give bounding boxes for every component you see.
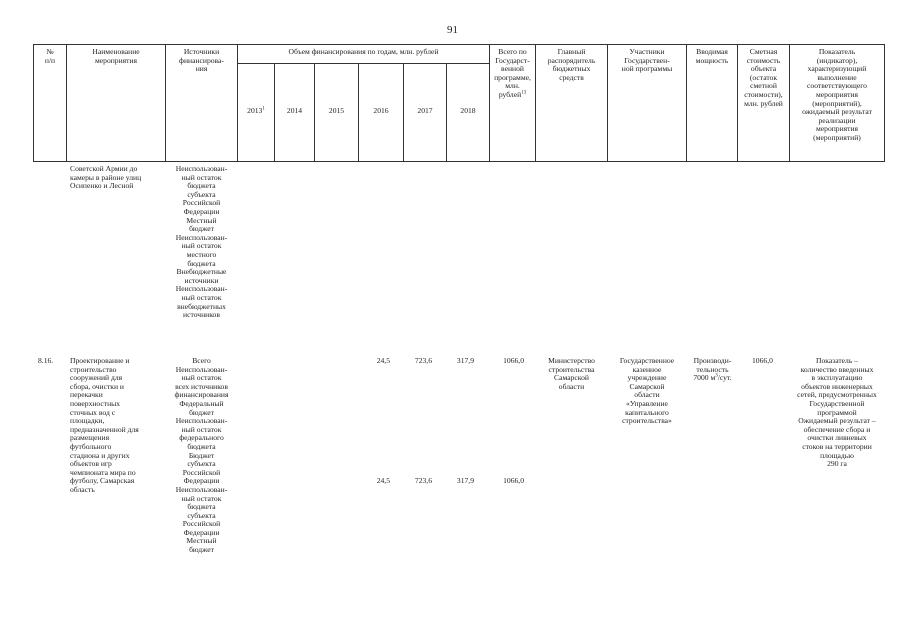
header-capacity: Вводимая мощность	[695, 47, 729, 65]
header-year-2014: 2014	[286, 106, 303, 115]
row-816-name: Проектирование и строительство сооружений для сбора, очистки и перекачки поверхностных сточных вод с площадки, предназначенной для размещения футбольного стадиона и других объектов игр чемпионата мира по футболу, Самарская область	[70, 356, 139, 494]
row-816-subject-2017: 723,6	[414, 476, 432, 485]
row-816-participants: Государственное казенное учреждение Самарской области «Управление капитального строительства»	[619, 356, 675, 426]
header-manager: Главный распорядитель бюджетных средств	[547, 47, 596, 82]
header-year-2015: 2015	[328, 106, 345, 115]
row-816-total-2016: 24,5	[376, 356, 390, 365]
header-year-2017: 2017	[417, 106, 433, 115]
header-year-2018: 2018	[460, 106, 476, 115]
header-sources: Источники финансирова- ния	[179, 47, 224, 74]
header-participants: Участники Государствен- ной программы	[621, 47, 673, 74]
page-number: 91	[447, 24, 458, 36]
row-816-capacity: Производи- тельность 7000 $м^3$/сут.	[693, 356, 732, 383]
header-name: Наименование мероприятия	[92, 47, 140, 65]
row-816-estimate: 1066,0	[752, 356, 773, 365]
row-816-subject-2018: 317,9	[456, 476, 474, 485]
header-estimate: Сметная стоимость объекта (остаток сметной стоимости), млн. рублей	[744, 47, 783, 108]
header-num: № п/п	[44, 47, 56, 65]
row-816-sources: Всего Неиспользован- ный остаток всех источников финансирования Федеральный бюджет Неиспользован- ный остаток федерального бюджета Бюджет субъекта Российской Федерации Неиспользован- ный остаток бюджета субъекта Российской Федерации Местный бюджет	[174, 356, 229, 555]
rule-header-bottom	[33, 161, 885, 162]
header-year-2016: 2016	[373, 106, 389, 115]
row-816-number: 8.16.	[38, 356, 54, 365]
row-816-total-all: 1066,0	[503, 356, 524, 365]
prev-row-name: Советской Армии до камеры в районе улиц Осипенко и Лесной	[70, 164, 142, 191]
header-total: Всего по Государст- венной программе, млн. рублей$^{13}$	[494, 47, 531, 99]
row-816-indicator: Показатель – количество введенных в эксплуатацию объектов инженерных сетей, предусмотренных Государственной программой Ожидаемый результат – обеспечение сбора и очистки ливневых стоков на территории площадью 290 га	[797, 356, 877, 469]
row-816-subject-all: 1066,0	[503, 476, 524, 485]
header-year-2013: 2013$^1$	[247, 106, 265, 115]
row-816-manager: Министерство строительства Самарской области	[548, 356, 595, 391]
prev-row-sources: Неиспользован- ный остаток бюджета субъекта Российской Федерации Местный бюджет Неиспользован- ный остаток местного бюджета Внебюджетные источники Неиспользован- ный остаток внебюджетных источников	[175, 164, 228, 320]
rule-top	[33, 44, 885, 45]
header-indicator: Показатель (индикатор), характеризующий выполнение соответствующего мероприятия (мероприятий), ожидаемый результат реализации мероприятия (мероприятий)	[802, 47, 872, 142]
row-816-subject-2016: 24,5	[376, 476, 390, 485]
header-funding-group: Объем финансирования по годам, млн. рублей	[288, 47, 439, 56]
row-816-total-2018: 317,9	[456, 356, 474, 365]
row-816-total-2017: 723,6	[414, 356, 432, 365]
